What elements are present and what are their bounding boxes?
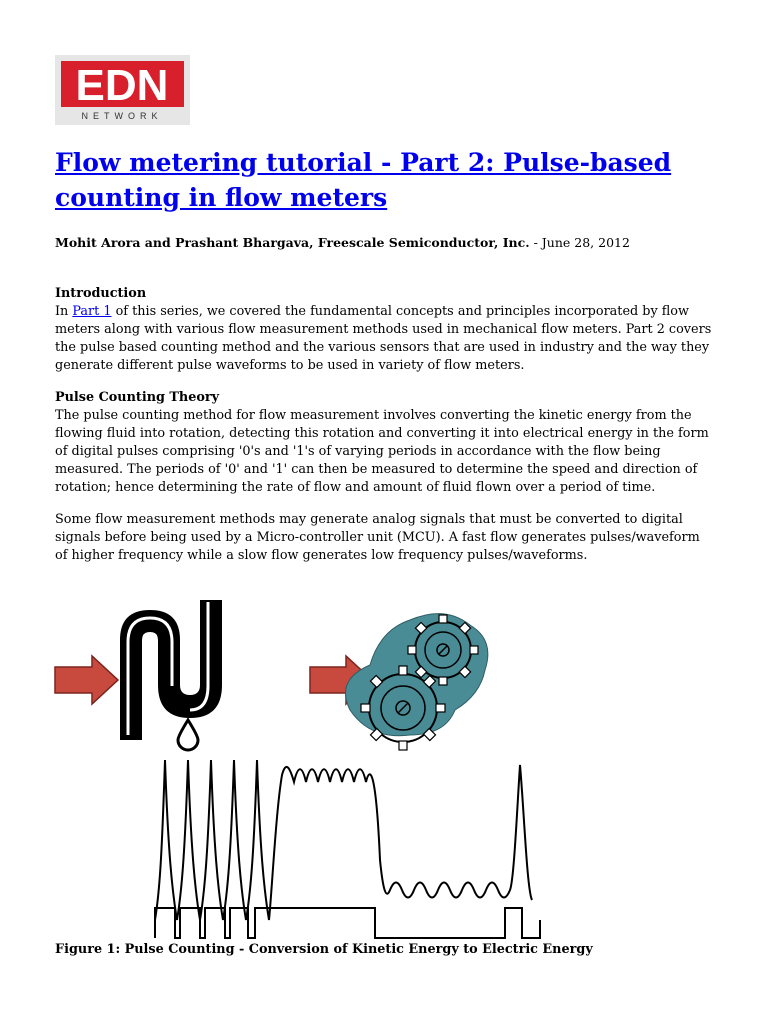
left-flow-arrow-icon xyxy=(55,656,118,704)
authors: Mohit Arora and Prashant Bhargava, Freescale Semiconductor, Inc. xyxy=(55,235,530,250)
digital-pulse-train xyxy=(155,908,540,938)
water-drop-icon xyxy=(178,720,198,750)
intro-text-pre: In xyxy=(55,304,73,319)
logo-brand-text: EDN xyxy=(75,61,169,110)
analog-waveform xyxy=(155,760,532,920)
logo-sub-text: NETWORK xyxy=(81,111,163,121)
pulse-theory-text: The pulse counting method for flow measurement involves converting the kinetic energy from the flowing fluid into rotation, detecting this rotation and converting it into electrical energy in the form of digital pulses comprising '0's and '1's of varying periods in accordance with the flow being measured. The periods of '0' and '1' can then be measured to determine the speed and direction of rotation; hence determining the rate of flow and amount of fluid flown over a period of time. xyxy=(55,408,709,495)
figure-pulse-counting xyxy=(50,590,560,940)
byline xyxy=(55,235,735,251)
publish-date: June 28, 2012 xyxy=(541,235,630,250)
date-separator: - xyxy=(529,235,542,250)
analog-signal-paragraph: Some flow measurement methods may generate analog signals that must be converted to digital signals before being used by a Micro-controller unit (MCU). A fast flow generates pulses/waveform of higher frequency while a slow flow generates low frequency pulses/waveforms. xyxy=(55,512,700,563)
edn-logo xyxy=(55,55,190,125)
pulse-theory-heading: Pulse Counting Theory xyxy=(55,390,220,405)
pulse-theory-section xyxy=(55,389,715,497)
intro-heading: Introduction xyxy=(55,286,147,301)
intro-section xyxy=(55,285,715,375)
article-title[interactable]: Flow metering tutorial - Part 2: Pulse-based counting in flow meters xyxy=(55,148,672,212)
pipe-icon xyxy=(120,600,222,740)
part1-link[interactable]: Part 1 xyxy=(72,304,112,319)
intro-text: of this series, we covered the fundamental concepts and principles incorporated by flow meters along with various flow measurement methods used in mechanical flow meters. Part 2 covers the pulse based counting method and the various sensors that are used in industry and the way they generate different pulse waveforms to be used in variety of flow meters. xyxy=(55,304,712,373)
figure-caption: Figure 1: Pulse Counting - Conversion of Kinetic Energy to Electric Energy xyxy=(55,942,593,957)
